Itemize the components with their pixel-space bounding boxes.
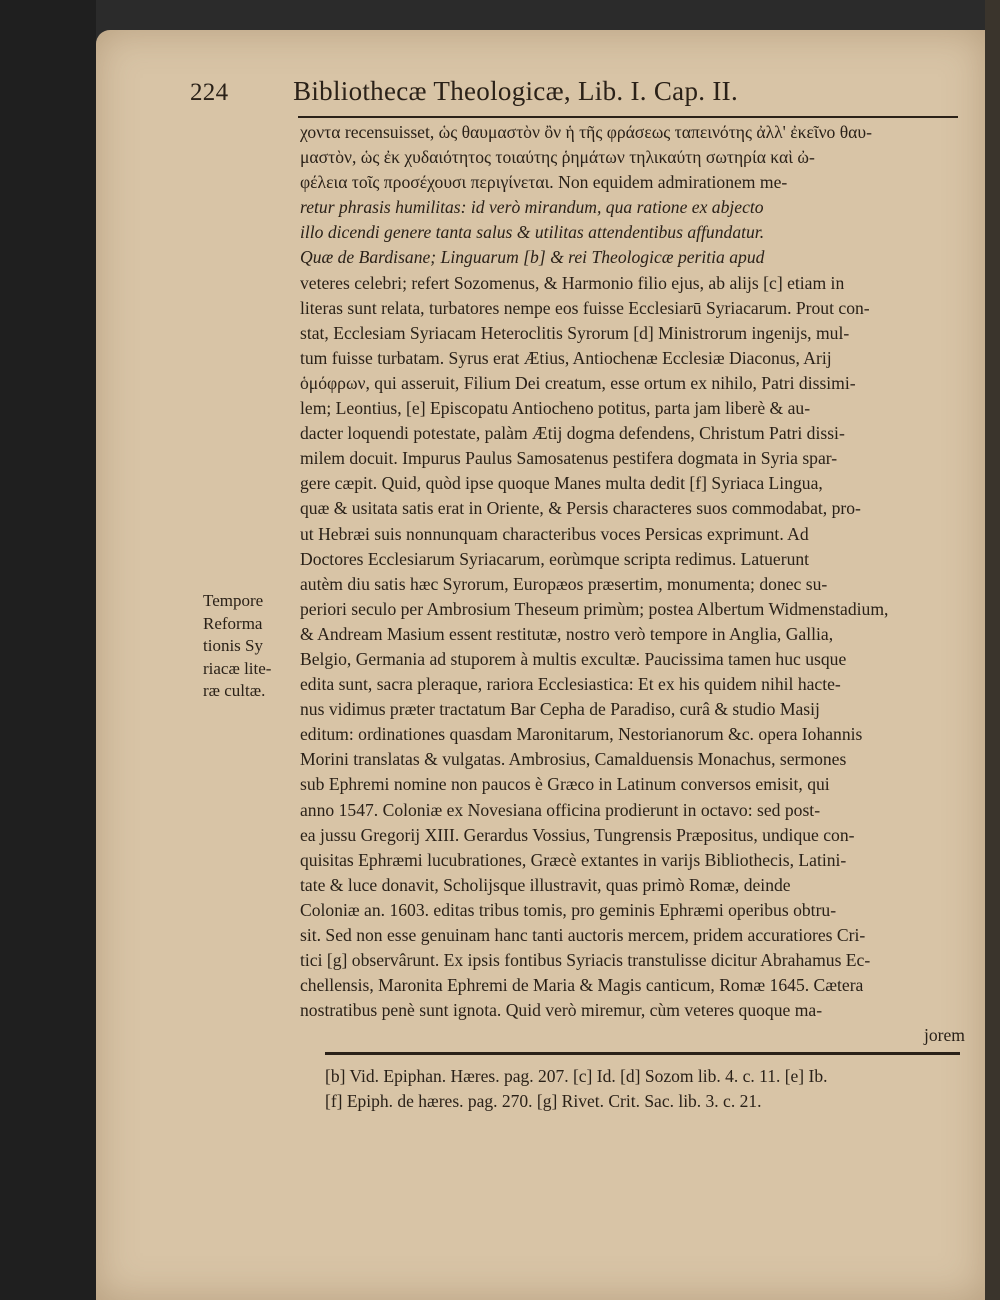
- body-line: Doctores Ecclesiarum Syriacarum, eorùmque scripta redimus. Latuerunt: [300, 548, 810, 569]
- body-line: gere cæpit. Quid, quòd ipse quoque Manes multa dedit [f] Syriaca Lingua,: [300, 473, 823, 494]
- margin-note-line: ræ cultæ.: [203, 681, 266, 700]
- scan-background-right: [985, 0, 1000, 1300]
- margin-note-line: Reforma: [203, 613, 263, 633]
- body-line: Quæ de Bardisane; Linguarum [b] & rei Theologicæ peritia apud: [300, 247, 765, 268]
- body-line: & Andream Masium essent restitutæ, nostro verò tempore in Anglia, Gallia,: [300, 623, 834, 644]
- body-line: illo dicendi genere tanta salus & utilitas attendentibus affundatur.: [300, 222, 765, 243]
- body-line: quæ & usitata satis erat in Oriente, & Persis characteres suos commodabat, pro-: [300, 498, 861, 519]
- body-line: tate & luce donavit, Scholijsque illustravit, quas primò Romæ, deinde: [300, 874, 791, 895]
- body-line: lem; Leontius, [e] Episcopatu Antiocheno potitus, parta jam liberè & au-: [300, 398, 811, 419]
- body-line: stat, Ecclesiam Syriacam Heteroclitis Syrorum [d] Ministrorum ingenijs, mul-: [300, 322, 850, 343]
- body-line: quisitas Ephræmi lucubrationes, Græcè extantes in varijs Bibliothecis, Latini-: [300, 849, 847, 870]
- body-line: veteres celebri; refert Sozomenus, & Harmonio filio ejus, ab alijs [c] etiam in: [300, 272, 845, 293]
- body-line: retur phrasis humilitas: id verò mirandum, qua ratione ex abjecto: [300, 197, 764, 218]
- body-line: tum fuisse turbatam. Syrus erat Ætius, Antiochenæ Ecclesiæ Diaconus, Arij: [300, 347, 832, 368]
- margin-note-line: tionis Sy: [203, 636, 263, 655]
- body-line: χοντα recensuisset, ὡς θαυμαστὸν ὂν ἡ τῆς φράσεως ταπεινότης ἀλλ' ἐκεῖνο θαυ-: [300, 122, 872, 142]
- footnote-line: [b] Vid. Epiphan. Hæres. pag. 207. [c] Id. [d] Sozom lib. 4. c. 11. [e] Ib.: [325, 1066, 828, 1086]
- footnotes: [325, 1064, 975, 1114]
- running-header: [190, 76, 910, 116]
- body-line: tici [g] observârunt. Ex ipsis fontibus Syriacis transtulisse dicitur Abrahamus Ec-: [300, 950, 871, 971]
- body-line: literas sunt relata, turbatores nempe eos fuisse Ecclesiarū Syriacarum. Prout con-: [300, 297, 870, 318]
- margin-note-line: riacæ lite-: [203, 658, 272, 678]
- margin-note-line: Tempore: [203, 591, 264, 610]
- body-line: chellensis, Maronita Ephremi de Maria & Magis canticum, Romæ 1645. Cætera: [300, 975, 864, 996]
- body-line: milem docuit. Impurus Paulus Samosatenus pestifera dogmata in Syria spar-: [300, 448, 838, 469]
- body-line: ut Hebræi suis nonnunquam characteribus voces Persicas exprimunt. Ad: [300, 523, 809, 544]
- body-line: Morini translatas & vulgatas. Ambrosius, Camalduensis Monachus, sermones: [300, 749, 847, 770]
- page-number: 224: [190, 79, 229, 106]
- body-line: sit. Sed non esse genuinam hanc tanti auctoris mercem, pridem accuratiores Cri-: [300, 925, 866, 945]
- body-line: ὁμόφρων, qui asseruit, Filium Dei creatum, esse ortum ex nihilo, Patri dissimi-: [300, 372, 856, 393]
- body-line: edita sunt, sacra pleraque, rariora Ecclesiastica: Et ex his quidem nihil hacte-: [300, 674, 841, 695]
- body-line: Coloniæ an. 1603. editas tribus tomis, pro geminis Ephræmi operibus obtru-: [300, 899, 837, 920]
- scan-background-left: [0, 0, 96, 1300]
- body-line: dacter loquendi potestate, palàm Ætij dogma defendens, Christum Patri dissi-: [300, 423, 845, 444]
- body-line: editum: ordinationes quasdam Maronitarum, Nestorianorum &c. opera Iohannis: [300, 724, 863, 745]
- footnote-rule: [325, 1052, 960, 1055]
- body-line: μαστὸν, ὡς ἐκ χυδαιότητος τοιαύτης ῥημάτων τηλικαύτη σωτηρία καὶ ὠ-: [300, 147, 815, 168]
- margin-note: [203, 590, 299, 703]
- body-line: autèm diu satis hæc Syrorum, Europæos præsertim, monumenta; donec su-: [300, 573, 828, 594]
- body-text: [300, 120, 965, 1048]
- body-line: anno 1547. Coloniæ ex Novesiana officina prodierunt in octavo: sed post-: [300, 799, 821, 820]
- body-line: φέλεια τοῖς προσέχουσι περιγίνεται. Non equidem admirationem me-: [300, 172, 788, 193]
- running-title: Bibliothecæ Theologicæ, Lib. I. Cap. II.: [293, 76, 738, 106]
- body-line: nus vidimus præter tractatum Bar Cepha de Paradiso, curâ & studio Masij: [300, 699, 820, 720]
- body-line: ea jussu Gregorij XIII. Gerardus Vossius, Tungrensis Præpositus, undique con-: [300, 824, 855, 845]
- body-line: Belgio, Germania ad stuporem à multis excultæ. Paucissima tamen huc usque: [300, 648, 847, 669]
- body-line: periori seculo per Ambrosium Theseum primùm; postea Albertum Widmenstadium,: [300, 598, 889, 619]
- header-rule: [298, 116, 958, 118]
- body-line: sub Ephremi nomine non paucos è Græco in Latinum conversos emisit, qui: [300, 774, 830, 795]
- footnote-line: [f] Epiph. de hæres. pag. 270. [g] Rivet. Crit. Sac. lib. 3. c. 21.: [325, 1091, 762, 1111]
- catchword: jorem: [923, 1025, 965, 1046]
- body-line: nostratibus penè sunt ignota. Quid verò miremur, cùm veteres quoque ma-: [300, 1000, 823, 1021]
